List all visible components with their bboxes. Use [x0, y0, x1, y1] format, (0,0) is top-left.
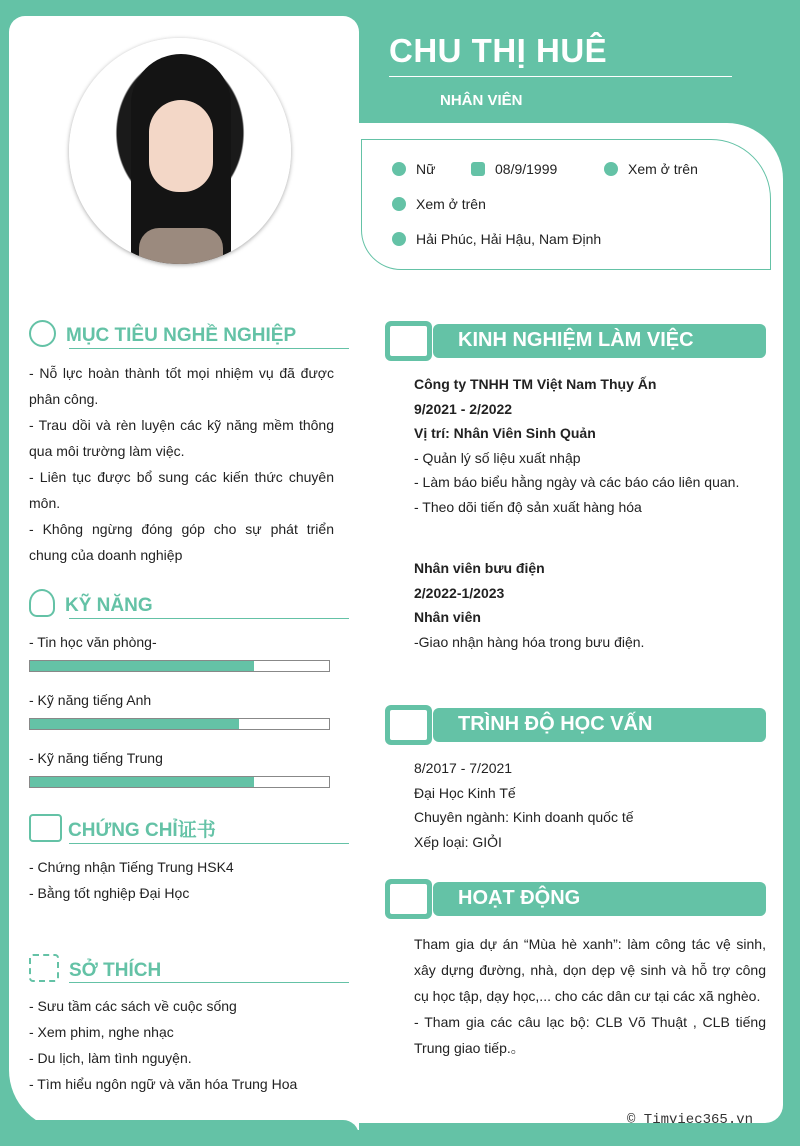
certificates-list	[29, 854, 234, 906]
experience-header	[385, 321, 766, 361]
puzzle-icon	[29, 954, 59, 982]
activities-text	[414, 931, 766, 1061]
skills-header	[29, 589, 153, 617]
job-company: Nhân viên bưu điện	[414, 560, 545, 576]
avatar-face	[149, 100, 213, 192]
certificates-title: CHỨNG CHỈ证书	[68, 820, 216, 841]
job-entry	[414, 372, 739, 519]
lightbulb-icon	[29, 589, 55, 617]
objective-divider	[69, 348, 349, 349]
skill-label: - Kỹ năng tiếng Anh	[29, 692, 152, 708]
experience-title: KINH NGHIỆM LÀM VIỆC	[458, 329, 694, 351]
skill-bar	[29, 718, 330, 730]
hobby-item: - Xem phim, nghe nhạc	[29, 1024, 174, 1040]
activities-title: HOẠT ĐỘNG	[458, 887, 581, 909]
hobbies-list	[29, 993, 297, 1097]
contact-email	[392, 196, 486, 212]
certificates-header	[29, 814, 216, 842]
avatar	[69, 38, 291, 264]
job-title: NHÂN VIÊN	[440, 92, 523, 109]
skills-divider	[69, 618, 349, 619]
activity-item: Tham gia dự án “Mùa hè xanh”: làm công tác vệ sinh, xây dựng đường, nhà, dọn dẹp vệ sinh và hỗ trợ công cụ học tập, dạy học,... cho các dân cư tại các xã nghèo.	[414, 936, 766, 1004]
objective-line: - Trau dồi và rèn luyện các kỹ năng mềm thông qua môi trường làm việc.	[29, 417, 334, 459]
home-icon	[392, 232, 406, 246]
education-rank: Xếp loại: GIỎI	[414, 833, 502, 850]
hobby-item: - Du lịch, làm tình nguyện.	[29, 1050, 192, 1066]
gender-value: Nữ	[416, 161, 436, 177]
volunteer-hands-icon	[390, 884, 427, 914]
email-icon	[392, 197, 406, 211]
hobbies-header	[29, 954, 161, 982]
certificates-divider	[69, 843, 349, 844]
objective-line: - Không ngừng đóng góp cho sự phát triển chung của doanh nghiệp	[29, 521, 334, 563]
skill-bar	[29, 776, 330, 788]
hobbies-divider	[69, 982, 349, 983]
activities-header	[385, 879, 766, 919]
skills-title: KỸ NĂNG	[65, 595, 153, 616]
address-value: Hải Phúc, Hải Hậu, Nam Định	[416, 231, 602, 247]
certificate-item: - Chứng nhận Tiếng Trung HSK4	[29, 859, 234, 875]
activity-item: - Tham gia các câu lạc bộ: CLB Võ Thuật , CLB tiếng Trung giao tiếp.。	[414, 1014, 766, 1056]
education-school: Đại Học Kinh Tế	[414, 784, 516, 801]
skill-label: - Tin học văn phòng-	[29, 634, 157, 650]
job-duty: - Theo dõi tiến độ sản xuất hàng hóa	[414, 498, 642, 515]
education-period: 8/2017 - 7/2021	[414, 760, 513, 776]
hobbies-title: SỞ THÍCH	[69, 960, 162, 981]
job-duty: - Làm báo biểu hằng ngày và các báo cáo liên quan.	[414, 474, 740, 490]
education-title: TRÌNH ĐỘ HỌC VẤN	[458, 713, 653, 735]
job-duty: -Giao nhận hàng hóa trong bưu điện.	[414, 633, 645, 650]
skill-bar	[29, 660, 330, 672]
avatar-shirt	[139, 228, 223, 264]
skill-bar-fill	[30, 719, 239, 729]
candidate-name: CHU THỊ HUÊ	[389, 32, 608, 69]
objective-text	[29, 360, 334, 568]
education-details	[414, 756, 634, 854]
job-duty: - Quản lý số liệu xuất nhập	[414, 449, 581, 466]
skill-bar-fill	[30, 777, 254, 787]
objective-line: - Liên tục được bổ sung các kiến thức chuyên môn.	[29, 469, 334, 511]
bottom-band	[9, 1120, 359, 1146]
hobby-item: - Sưu tầm các sách về cuộc sống	[29, 998, 237, 1014]
workflow-icon	[390, 326, 427, 356]
email-value: Xem ở trên	[416, 196, 486, 212]
hobby-item: - Tìm hiểu ngôn ngữ và văn hóa Trung Hoa	[29, 1076, 298, 1092]
phone-icon	[604, 162, 618, 176]
job-period: 9/2021 - 2/2022	[414, 400, 513, 417]
contact-phone	[604, 161, 698, 177]
phone-value: Xem ở trên	[628, 161, 698, 177]
job-position: Nhân viên	[414, 609, 481, 625]
skill-label: - Kỹ năng tiếng Trung	[29, 750, 163, 766]
copyright-footer: © Timviec365.vn	[627, 1112, 754, 1128]
birthday-value: 08/9/1999	[495, 161, 558, 177]
user-icon	[392, 162, 406, 176]
name-divider	[389, 76, 732, 77]
objective-header	[29, 320, 296, 347]
contact-birthday	[471, 161, 557, 177]
objective-line: - Nỗ lực hoàn thành tốt mọi nhiệm vụ đã được phân công.	[29, 365, 334, 407]
education-major: Chuyên ngành: Kinh doanh quốc tế	[414, 809, 634, 825]
skill-bar-fill	[30, 661, 254, 671]
certificate-item: - Bằng tốt nghiệp Đại Học	[29, 885, 190, 901]
target-icon	[29, 320, 56, 347]
contact-gender	[392, 161, 435, 177]
graduation-cap-icon	[390, 710, 427, 740]
objective-title: MỤC TIÊU NGHỀ NGHIỆP	[66, 325, 297, 346]
contact-address	[392, 231, 601, 247]
education-header	[385, 705, 766, 745]
job-company: Công ty TNHH TM Việt Nam Thụy Ấn	[414, 376, 657, 392]
job-entry	[414, 556, 644, 654]
certificate-icon	[29, 814, 62, 842]
calendar-icon	[471, 162, 485, 176]
job-position: Vị trí: Nhân Viên Sinh Quản	[414, 425, 596, 441]
job-period: 2/2022-1/2023	[414, 584, 505, 601]
